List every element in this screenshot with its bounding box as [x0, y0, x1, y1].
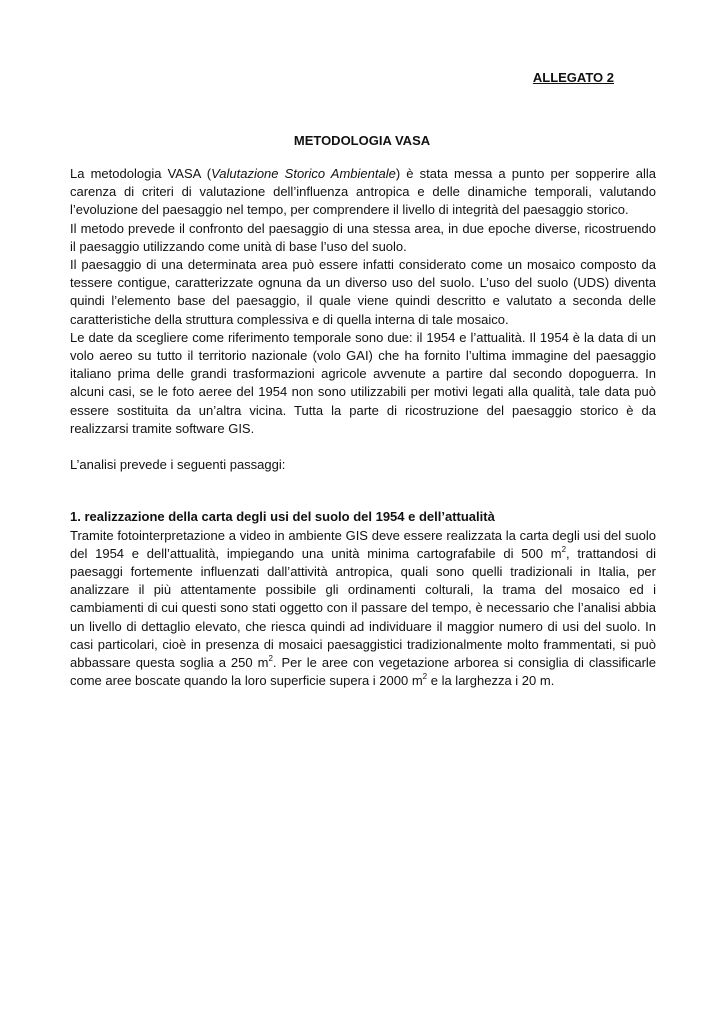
- section-1-text-a: Tramite fotointerpretazione a video in ambiente GIS deve essere realizzata la carta degli usi del suolo del 1954 e dell’attualità, impiegando una unità minima cartografabile di 500 m: [70, 527, 656, 561]
- dates-paragraph: Le date da scegliere come riferimento temporale sono due: il 1954 e l’attualità. Il 1954 è la data di un volo aereo su tutto il territorio nazionale (volo GAI) che ha fornito l’ultima immagine del paesaggio italiano prima delle grandi trasformazioni agricole avvenute a partire dal secondo dopoguerra. In alcuni casi, se le foto aeree del 1954 non sono utilizzabili per motivi legati alla qualità, tale data può essere sostituita da un’altra vicina. Tutta la parte di ricostruzione del paesaggio storico è da realizzarsi tramite software GIS.: [70, 329, 656, 436]
- intro-text-start: La metodologia VASA (: [70, 166, 212, 181]
- document-title: METODOLOGIA VASA: [293, 133, 431, 148]
- section-1-text-c: . Per le aree con vegetazione arborea si consiglia di classificarle come aree boscate quando la loro superficie supera i 2000 m: [70, 655, 657, 689]
- intro-italic-term: Valutazione Storico Ambientale: [211, 166, 396, 181]
- document-body: [70, 165, 656, 690]
- section-1-heading: 1. realizzazione della carta degli usi del suolo del 1954 e dell’attualità: [70, 509, 495, 525]
- superscript-3: 2: [422, 671, 428, 681]
- superscript-1: 2: [561, 544, 567, 554]
- section-1-text-b: , trattandosi di paesaggi fortemente influenzati dall’attività antropica, quali sono quelli tradizionali in Italia, per analizzare il più attentamente possibile gli ordinamenti colturali, la trama del mosaico ed i cambiamenti di cui questi sono stati oggetto con il passare del tempo, è necessario che l’analisi abbia un livello di dettaglio elevato, che riesca quindi ad individuare il maggior numero di usi del suolo. In casi particolari, cioè in presenza di mosaici paesaggistici tradizionalmente molto frammentati, si può abbassare questa soglia a 250 m: [70, 545, 656, 671]
- intro-paragraph: [70, 165, 656, 220]
- landscape-paragraph: Il paesaggio di una determinata area può essere infatti considerato come un mosaico composto da tessere contigue, caratterizzate ognuna da un diverso uso del suolo. L’uso del suolo (UDS) diventa quindi l’elemento base del paesaggio, il quale viene quindi descritto e valutato a seconda delle caratteristiche della struttura complessiva e di quella interna di tale mosaico.: [70, 257, 656, 327]
- section-1-paragraph: [70, 527, 656, 691]
- section-1-text-d: e la larghezza i 20 m.: [427, 673, 555, 689]
- steps-intro-paragraph: L’analisi prevede i seguenti passaggi:: [70, 457, 286, 473]
- superscript-2: 2: [268, 653, 273, 663]
- annex-label: ALLEGATO 2: [532, 70, 614, 85]
- intro-text-end: ) è stata messa a punto per sopperire alla carenza di criteri di valutazione dell’influenza antropica e delle dinamiche temporali, valutando l’evoluzione del paesaggio nel tempo, per comprendere il livello di integrità del paesaggio storico.: [70, 166, 656, 218]
- method-paragraph: Il metodo prevede il confronto del paesaggio di una stessa area, in due epoche diverse, ricostruendo il paesaggio utilizzando come unità di base l’uso del suolo.: [70, 220, 656, 254]
